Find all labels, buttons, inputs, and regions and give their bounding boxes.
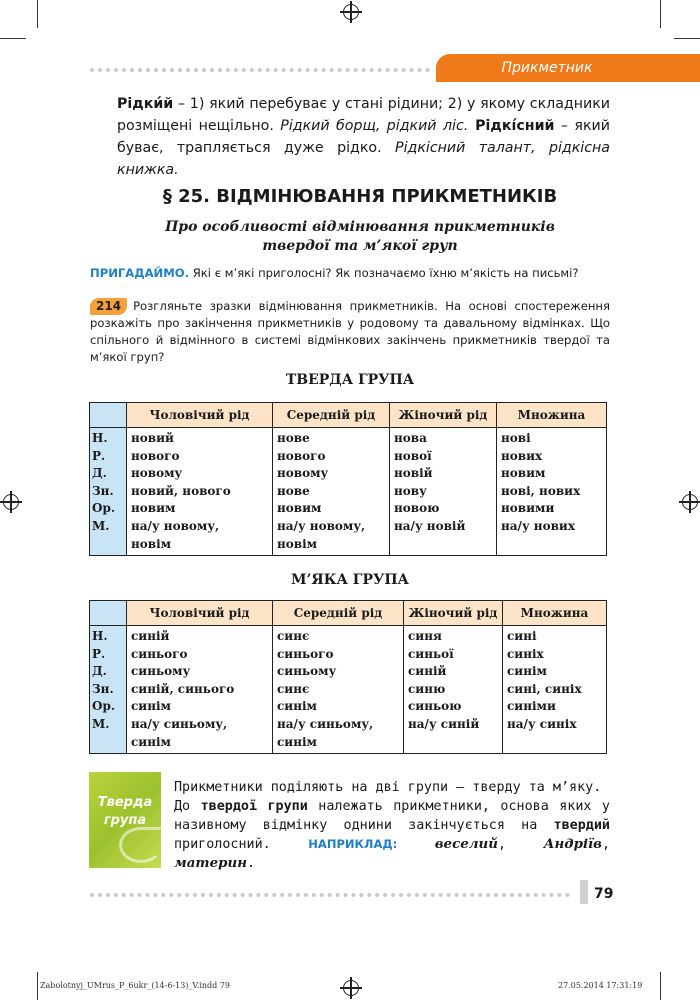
form: нової bbox=[394, 448, 432, 463]
form: нового bbox=[277, 448, 326, 463]
form: на/у синій bbox=[408, 716, 480, 731]
crop-line bbox=[660, 0, 661, 28]
form: новім bbox=[277, 536, 318, 551]
masculine-forms bbox=[127, 626, 273, 754]
form: синьої bbox=[408, 646, 454, 661]
page-number: 79 bbox=[594, 886, 614, 902]
form: на/у синьому, bbox=[131, 716, 228, 731]
crop-line bbox=[674, 38, 700, 39]
form: синім bbox=[131, 699, 171, 714]
remember-label: ПРИГАДАЙМО. bbox=[90, 266, 190, 280]
rule-label-line: група bbox=[103, 813, 147, 828]
example-word: материн bbox=[174, 855, 247, 871]
section-tab-edge bbox=[652, 54, 700, 82]
section-title: § 25. ВІДМІНЮВАННЯ ПРИКМЕТНИКІВ bbox=[162, 186, 558, 207]
form: нові bbox=[501, 431, 531, 445]
column-header: Жіночий рід bbox=[390, 403, 497, 428]
rule-label-line: Тверда bbox=[97, 795, 153, 810]
form: на/у новій bbox=[394, 518, 466, 533]
case-label: Н. bbox=[92, 629, 108, 643]
neuter-forms bbox=[273, 626, 404, 754]
example-label: НАПРИКЛАД: bbox=[308, 837, 398, 851]
case-label: Д. bbox=[92, 664, 107, 679]
form: новім bbox=[131, 536, 172, 551]
form: нова bbox=[394, 431, 427, 445]
soft-group-title: М’ЯКА ГРУПА bbox=[291, 572, 409, 588]
rule-label bbox=[89, 794, 161, 830]
crop-line bbox=[0, 38, 26, 39]
column-header: Чоловічий рід bbox=[127, 601, 273, 626]
form: нове bbox=[277, 431, 310, 445]
hard-group-title: ТВЕРДА ГРУПА bbox=[285, 372, 415, 388]
neuter-forms bbox=[273, 428, 390, 556]
form: новий, нового bbox=[131, 483, 231, 498]
rule-paragraph: Прикметники поділяють на дві групи – тверду та м’яку. bbox=[174, 780, 602, 795]
form: новою bbox=[394, 501, 440, 516]
form: на/у синьому, bbox=[277, 716, 374, 731]
case-label: Ор. bbox=[92, 699, 116, 714]
form: новому bbox=[131, 466, 183, 481]
case-label: М. bbox=[92, 518, 110, 533]
rule-fragment: До bbox=[174, 799, 201, 814]
case-label: М. bbox=[92, 716, 110, 731]
form: синя bbox=[408, 629, 442, 643]
masculine-forms bbox=[127, 428, 273, 556]
case-label: Зн. bbox=[92, 681, 114, 696]
example-word: Андріїв bbox=[543, 836, 602, 852]
form: нове bbox=[277, 483, 310, 498]
form: синього bbox=[131, 646, 188, 661]
definition-text: – 1) який перебуває у стані рідини; 2) у якому складники розміщені нещільно. bbox=[117, 96, 610, 134]
rule-text bbox=[174, 778, 610, 873]
form: синій bbox=[408, 664, 447, 679]
form: на/у нових bbox=[501, 518, 575, 533]
case-labels bbox=[90, 428, 127, 556]
form: нового bbox=[131, 448, 180, 463]
form: синіх bbox=[507, 646, 544, 661]
column-header: Множина bbox=[503, 601, 607, 626]
print-slug-file: Zabolotnyj_UMrus_P_6ukr_(14-6-13)_V.indd 79 bbox=[40, 981, 231, 990]
case-labels bbox=[90, 626, 127, 754]
form: новими bbox=[501, 501, 555, 516]
form: на/у новому, bbox=[277, 518, 366, 533]
form: синім bbox=[507, 664, 547, 679]
exercise bbox=[90, 298, 610, 366]
section-subtitle bbox=[150, 218, 570, 256]
form: синє bbox=[277, 629, 310, 643]
case-label: Ор. bbox=[92, 501, 116, 516]
word-definition bbox=[117, 93, 610, 181]
definition-example: Рідкий борщ, рідкий ліс. bbox=[280, 118, 469, 134]
rule-emphasis: твердої групи bbox=[200, 799, 308, 814]
form: синім bbox=[277, 699, 317, 714]
case-label: Зн. bbox=[92, 483, 114, 498]
case-label: Р. bbox=[92, 646, 106, 661]
form: синій bbox=[131, 629, 170, 643]
footer-dotted-rule bbox=[90, 893, 570, 897]
form: на/у новому, bbox=[131, 518, 220, 533]
example-word: веселий bbox=[434, 836, 499, 852]
form: нові, нових bbox=[501, 483, 581, 498]
form: синіми bbox=[507, 699, 556, 714]
rule-paragraph: До твердої групи належать прикметники, основа яких у називному відмінку однини закінчується на твердий приголосний. НАПРИКЛАД: веселий, Андріїв, материн. bbox=[174, 799, 610, 871]
remember-text: Які є м’які приголосні? Як позначаємо їхню м’якість на письмі? bbox=[189, 266, 579, 280]
form: синім bbox=[277, 734, 317, 749]
form: синьому bbox=[131, 664, 191, 679]
form: синю bbox=[408, 681, 446, 696]
plural-forms bbox=[503, 626, 607, 754]
form: синьому bbox=[277, 664, 337, 679]
exercise-text: Розгляньте зразки відмінювання прикметників. На основі спостереження розкажіть про закінчення прикметників у родовому та давальному відмінках. Що спільного й відмінного в системі відмінкових закінчень прикметників твердої та м’якої груп? bbox=[90, 299, 610, 364]
form: нову bbox=[394, 483, 427, 498]
hard-group-table bbox=[89, 402, 607, 556]
definition-word: Рідкі́сний bbox=[468, 118, 555, 134]
column-header: Чоловічий рід bbox=[127, 403, 273, 428]
table-corner bbox=[90, 601, 127, 626]
registration-mark-left bbox=[3, 494, 19, 510]
column-header: Середній рід bbox=[273, 403, 390, 428]
subtitle-line: Про особливості відмінювання прикметників bbox=[165, 219, 555, 235]
form: новий bbox=[131, 431, 174, 445]
crop-line bbox=[37, 972, 38, 1000]
table-corner bbox=[90, 403, 127, 428]
feminine-forms bbox=[390, 428, 497, 556]
plural-forms bbox=[497, 428, 607, 556]
form: новим bbox=[131, 501, 176, 516]
section-tab bbox=[436, 54, 658, 82]
crop-line bbox=[660, 972, 661, 1000]
rule-fragment: приголосний. bbox=[174, 837, 309, 852]
form: новим bbox=[501, 466, 546, 481]
form: синє bbox=[277, 681, 310, 696]
form: новому bbox=[277, 466, 329, 481]
exercise-number: 214 bbox=[90, 298, 127, 315]
section-tab-label: Прикметник bbox=[501, 60, 593, 76]
form: синім bbox=[131, 734, 171, 749]
case-label: Д. bbox=[92, 466, 107, 481]
form: сині bbox=[507, 629, 537, 643]
rule-fragment: належать прикметники, основа яких у називному відмінку однини закінчується на bbox=[174, 799, 610, 833]
registration-mark-bottom bbox=[343, 980, 359, 996]
page-number-bar bbox=[580, 880, 588, 904]
rule-illustration bbox=[89, 772, 161, 868]
case-label: Р. bbox=[92, 448, 106, 463]
definition-example: Рідкісний талант, рідкісна книжка. bbox=[117, 140, 611, 178]
definition-text: – який буває, трапляється дуже рідко. bbox=[117, 118, 610, 156]
form: нових bbox=[501, 448, 543, 463]
column-header: Множина bbox=[497, 403, 607, 428]
header-dotted-rule bbox=[90, 68, 430, 72]
form: на/у синіх bbox=[507, 716, 577, 731]
remember-prompt bbox=[90, 266, 620, 280]
registration-mark-top bbox=[343, 4, 359, 20]
form: синьою bbox=[408, 699, 462, 714]
form: сині, синіх bbox=[507, 681, 582, 696]
column-header: Жіночий рід bbox=[404, 601, 503, 626]
soft-group-table bbox=[89, 600, 607, 754]
form: новій bbox=[394, 466, 433, 481]
form: синього bbox=[277, 646, 334, 661]
registration-mark-right bbox=[682, 494, 698, 510]
print-slug-date: 27.05.2014 17:31:19 bbox=[558, 981, 643, 990]
column-header: Середній рід bbox=[273, 601, 404, 626]
case-label: Н. bbox=[92, 431, 108, 445]
crop-line bbox=[37, 0, 38, 28]
form: синій, синього bbox=[131, 681, 235, 696]
subtitle-line: твердої та м’якої груп bbox=[262, 238, 458, 254]
definition-word: Рідки́й bbox=[117, 96, 174, 112]
form: новим bbox=[277, 501, 322, 516]
rule-emphasis: твердий bbox=[553, 818, 610, 833]
feminine-forms bbox=[404, 626, 503, 754]
